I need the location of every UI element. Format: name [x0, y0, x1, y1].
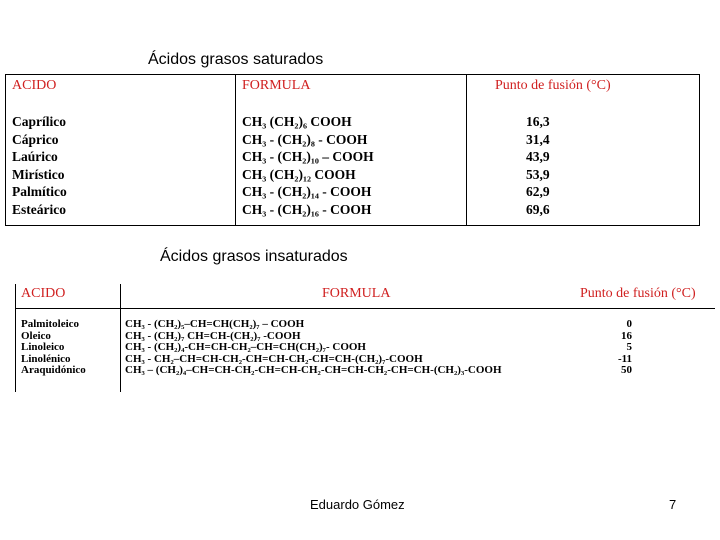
melting-point: 5	[626, 341, 632, 354]
melting-point: 62,9	[526, 184, 550, 200]
melting-point: 43,9	[526, 149, 550, 165]
acid-formula: CH₃ - (CH₂)₁₄ - COOH	[242, 184, 372, 200]
table-top-border	[5, 74, 700, 75]
acid-name-column	[12, 113, 67, 219]
saturated-caption: Ácidos grasos saturados	[148, 51, 324, 68]
melting-point: 16	[621, 329, 632, 342]
acid-name-column	[21, 319, 86, 377]
header-formula: FORMULA	[322, 286, 391, 301]
acid-name: Cáprico	[12, 131, 59, 147]
acid-formula: CH₃ - (CH₂)₁₆ - COOH	[242, 201, 372, 217]
acid-name: Araquidónico	[21, 364, 86, 377]
acid-name: Oleico	[21, 329, 51, 342]
acid-name: Laúrico	[12, 149, 58, 165]
unsaturated-fatty-acids-table	[15, 284, 715, 392]
header-formula: FORMULA	[242, 78, 311, 93]
header-melting-point: Punto de fusión (°C)	[580, 286, 696, 301]
formula-column	[242, 113, 374, 219]
header-acid: ACIDO	[12, 78, 57, 93]
header-separator	[15, 308, 715, 309]
acid-formula: CH₃ - (CH₂)₅–CH=CH(CH₂)₇ – COOH	[125, 318, 305, 330]
melting-point-column	[526, 113, 550, 219]
acid-name: Esteárico	[12, 201, 66, 217]
table-left-border	[5, 74, 6, 226]
column-divider	[466, 74, 467, 226]
page-number: 7	[669, 497, 677, 512]
acid-name: Palmítico	[12, 184, 67, 200]
acid-formula: CH₃ – (CH₂)₄–CH=CH-CH₂-CH=CH-CH₂-CH=CH-CH₂-CH=CH-(CH₂)₃-COOH	[125, 364, 502, 377]
acid-name: Caprílico	[12, 114, 66, 129]
acid-name: Palmitoleico	[21, 318, 80, 330]
acid-name: Linoleico	[21, 341, 65, 354]
column-divider	[120, 284, 121, 392]
saturated-fatty-acids-table	[5, 74, 700, 226]
acid-formula: CH₃ - (CH₂)₄-CH=CH-CH₂–CH=CH(CH₂)₇- COOH	[125, 341, 366, 354]
table-bottom-border	[5, 225, 700, 226]
acid-name: Linolénico	[21, 352, 71, 365]
footer-author: Eduardo Gómez	[310, 497, 405, 512]
acid-formula: CH₃ - (CH₂)₇ CH=CH-(CH₂)₇ -COOH	[125, 329, 301, 342]
melting-point-column	[607, 319, 632, 377]
formula-column	[125, 319, 502, 377]
header-melting-point: Punto de fusión (°C)	[495, 78, 611, 93]
acid-formula: CH₃ (CH₂)₆ COOH	[242, 114, 352, 129]
acid-formula: CH₃ - CH₂–CH=CH-CH₂-CH=CH-CH₂-CH=CH-(CH₂)₇-COOH	[125, 352, 423, 365]
table-left-border	[15, 284, 16, 392]
melting-point: 31,4	[526, 131, 550, 147]
melting-point: 53,9	[526, 166, 550, 182]
melting-point: 69,6	[526, 201, 550, 217]
melting-point: 16,3	[526, 114, 550, 129]
melting-point: -11	[617, 352, 632, 365]
column-divider	[235, 74, 236, 226]
table-right-border	[699, 74, 700, 226]
acid-formula: CH₃ - (CH₂)₁₀ – COOH	[242, 149, 374, 165]
acid-formula: CH₃ (CH₂)₁₂ COOH	[242, 166, 356, 182]
acid-formula: CH₃ - (CH₂)₈ - COOH	[242, 131, 368, 147]
unsaturated-caption: Ácidos grasos insaturados	[160, 248, 348, 265]
melting-point: 0	[626, 318, 632, 330]
header-acid: ACIDO	[21, 286, 66, 301]
melting-point: 50	[621, 364, 632, 377]
acid-name: Mirístico	[12, 166, 65, 182]
